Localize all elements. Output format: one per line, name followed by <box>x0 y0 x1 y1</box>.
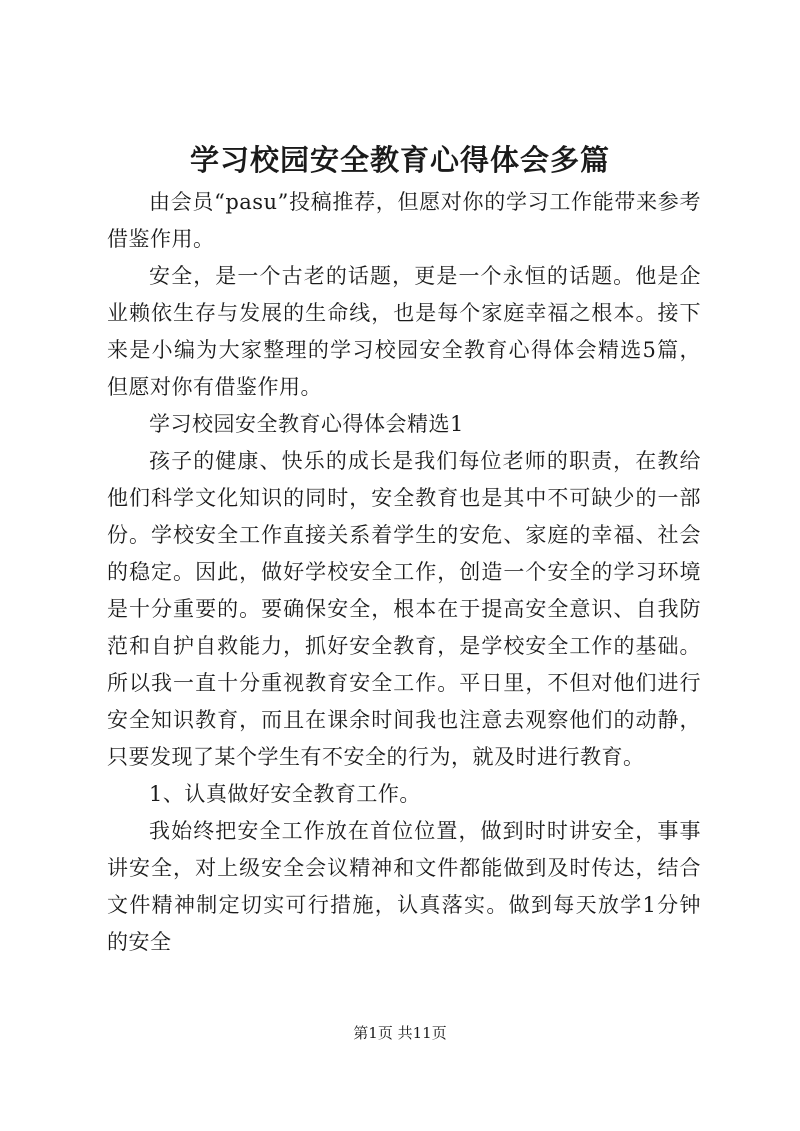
paragraph-summary: 安全，是一个古老的话题，更是一个永恒的话题。他是企业赖依生存与发展的生命线，也是每个家庭幸福之根本。接下来是小编为大家整理的学习校园安全教育心得体会精选5篇，但愿对你有借鉴作用。 <box>107 264 701 399</box>
page-footer <box>0 1022 800 1044</box>
paragraph-body: 我始终把安全工作放在首位位置，做到时时讲安全，事事讲安全，对上级安全会议精神和文件都能做到及时传达，结合文件精神制定切实可行措施，认真落实。做到每天放学1分钟的安全 <box>107 819 701 954</box>
paragraph-intro: 由会员“pasu”投稿推荐，但愿对你的学习工作能带来参考借鉴作用。 <box>107 190 701 251</box>
page-number-label: 第1页 共11页 <box>353 1024 447 1042</box>
subsection-heading: 1、认真做好安全教育工作。 <box>149 782 421 806</box>
section-heading: 学习校园安全教育心得体会精选1 <box>149 412 464 436</box>
document-body <box>107 184 701 961</box>
document-title: 学习校园安全教育心得体会多篇 <box>189 143 610 177</box>
paragraph-body: 孩子的健康、快乐的成长是我们每位老师的职责，在教给他们科学文化知识的同时，安全教育也是其中不可缺少的一部份。学校安全工作直接关系着学生的安危、家庭的幸福、社会的稳定。因此，做好学校安全工作，创造一个安全的学习环境是十分重要的。要确保安全，根本在于提高安全意识、自我防范和自护自救能力，抓好安全教育，是学校安全工作的基础。所以我一直十分重视教育安全工作。平日里，不但对他们进行安全知识教育，而且在课余时间我也注意去观察他们的动静，只要发现了某个学生有不安全的行为，就及时进行教育。 <box>107 449 701 769</box>
